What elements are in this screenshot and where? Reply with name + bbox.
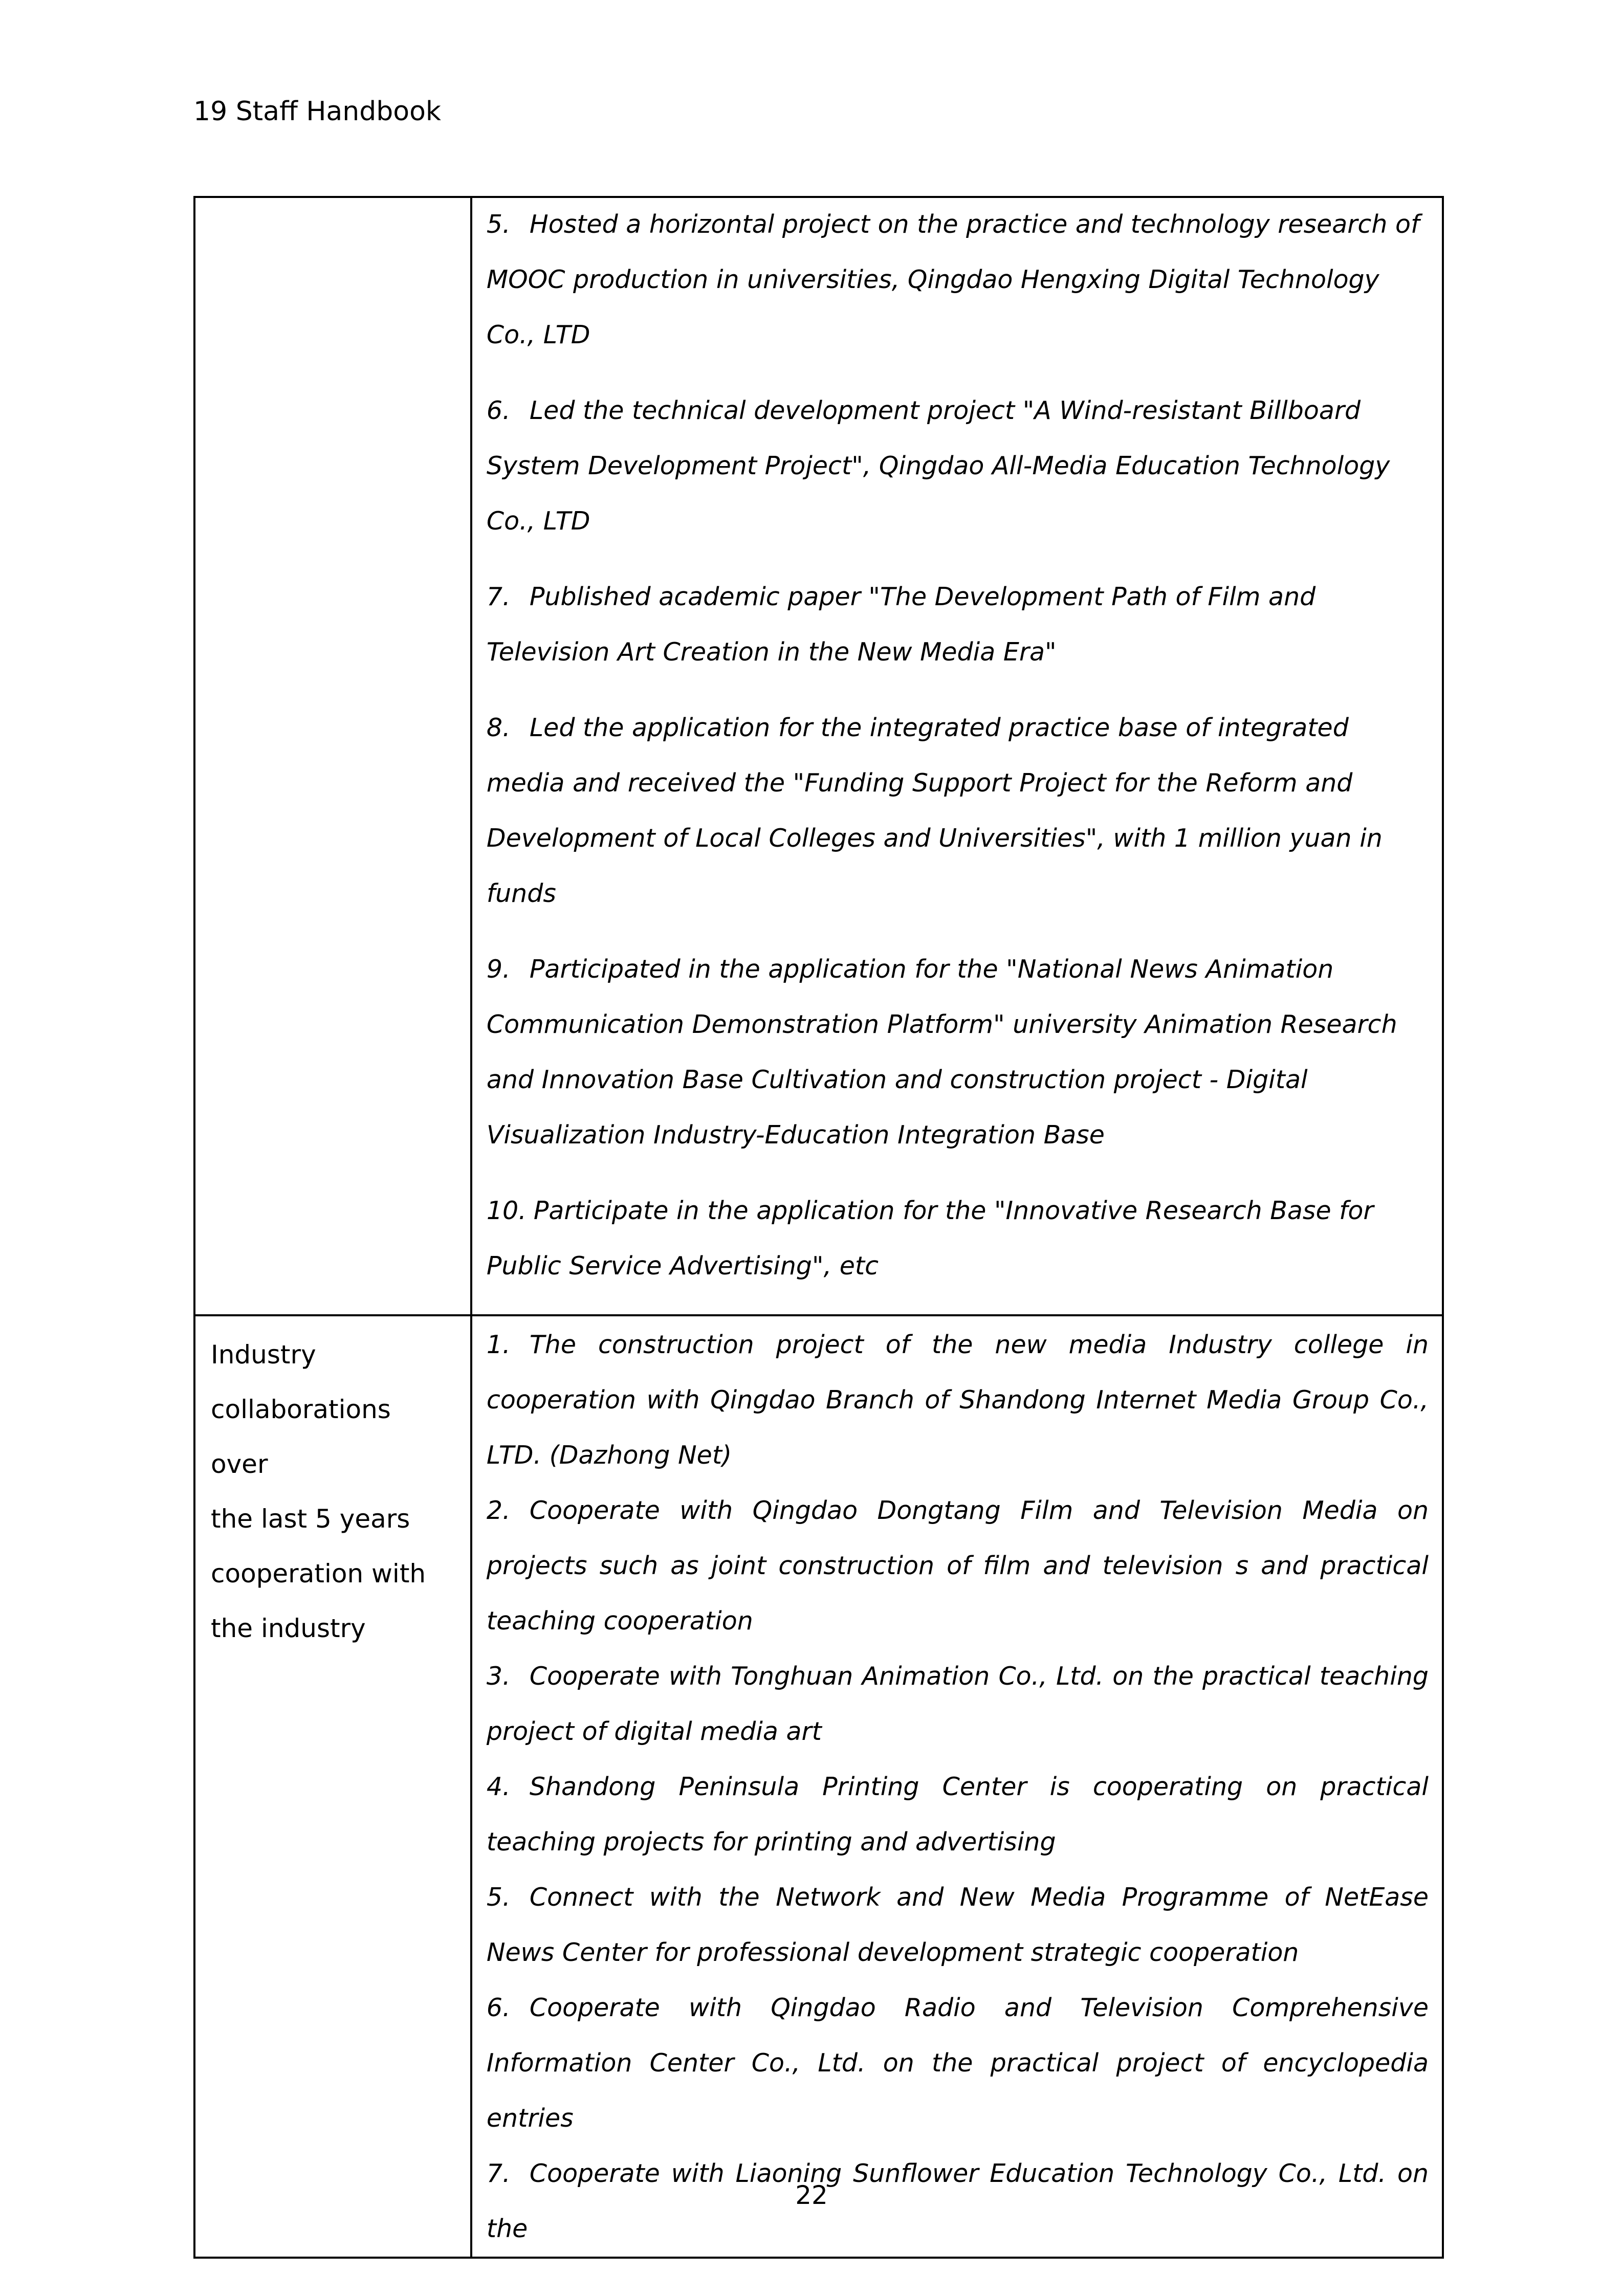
list-item: [487, 1759, 1429, 1870]
item-number: 2.: [486, 1496, 511, 1525]
list-item: [487, 700, 1429, 921]
running-header: 19 Staff Handbook: [193, 96, 441, 127]
item-text: Cooperate with Tonghuan Animation Co., Ltd. on the practical teaching project of digital media art: [486, 1662, 1429, 1746]
list-item: [487, 1980, 1429, 2146]
item-text: Led the application for the integrated practice base of integrated media and received the "Funding Support Project for the Reform and Development of Local Colleges and Universities", with 1 million yuan in funds: [486, 713, 1383, 908]
achievements-cell: [471, 197, 1443, 1315]
list-item: [487, 1649, 1429, 1759]
row-label-cell: [194, 197, 471, 1315]
industry-collaborations-cell: [471, 1315, 1443, 2258]
list-item: [487, 1317, 1429, 1483]
item-number: 8.: [486, 713, 511, 742]
item-text: Hosted a horizontal project on the practice and technology research of MOOC production in universities, Qingdao Hengxing Digital Technology Co., LTD: [486, 210, 1420, 349]
item-text: Shandong Peninsula Printing Center is cooperating on practical teaching projects for printing and advertising: [486, 1772, 1429, 1857]
row-label-line: the industry: [211, 1614, 366, 1643]
item-text: Connect with the Network and New Media Programme of NetEase News Center for professional development strategic cooperation: [486, 1883, 1429, 1967]
item-number: 7.: [486, 2159, 511, 2188]
staff-details-table: [193, 196, 1444, 2259]
item-text: Participated in the application for the "National News Animation Communication Demonstration Platform" university Animation Research and Innovation Base Cultivation and construction project - Digital Visualization Industry-Education Integration Base: [486, 955, 1397, 1150]
list-item: [487, 1483, 1429, 1649]
table-row: [194, 197, 1443, 1315]
item-text: Participate in the application for the "Innovative Research Base for Public Service Advertising", etc: [486, 1196, 1374, 1281]
row-label-cell: [194, 1315, 471, 2258]
item-number: 5.: [486, 210, 511, 239]
row-label-line: cooperation with: [211, 1559, 426, 1588]
row-label-line: the last 5 years: [211, 1504, 410, 1534]
item-number: 5.: [486, 1883, 511, 1912]
item-number: 1.: [486, 1330, 511, 1359]
item-text: Published academic paper "The Development Path of Film and Television Art Creation in the New Media Era": [486, 582, 1316, 667]
item-number: 4.: [486, 1772, 511, 1801]
item-number: 10.: [486, 1196, 527, 1225]
item-text: Cooperate with Liaoning Sunflower Education Technology Co., Ltd. on the: [486, 2159, 1429, 2243]
list-item: [487, 569, 1429, 680]
item-text: The construction project of the new media Industry college in cooperation with Qingdao Branch of Shandong Internet Media Group Co., LTD. (Dazhong Net): [486, 1330, 1429, 1470]
item-text: Led the technical development project "A Wind-resistant Billboard System Development Project", Qingdao All-Media Education Technology Co., LTD: [486, 396, 1390, 536]
item-number: 6.: [486, 1993, 511, 2022]
row-label-line: Industry: [211, 1340, 316, 1370]
list-item: [487, 1870, 1429, 1980]
item-number: 7.: [486, 582, 511, 611]
page-number: 22: [795, 2180, 828, 2210]
list-item: [487, 383, 1429, 549]
list-item: [487, 1183, 1429, 1294]
item-text: Cooperate with Qingdao Radio and Television Comprehensive Information Center Co., Ltd. on the practical project of encyclopedia entries: [486, 1993, 1429, 2133]
row-label-line: collaborations over: [211, 1395, 391, 1479]
item-number: 3.: [486, 1662, 511, 1691]
table-row: [194, 1315, 1443, 2258]
item-number: 6.: [486, 396, 511, 425]
list-item: [487, 197, 1429, 363]
list-item: [487, 942, 1429, 1163]
item-text: Cooperate with Qingdao Dongtang Film and Television Media on projects such as joint construction of film and television s and practical teaching cooperation: [486, 1496, 1429, 1636]
item-number: 9.: [486, 955, 511, 984]
